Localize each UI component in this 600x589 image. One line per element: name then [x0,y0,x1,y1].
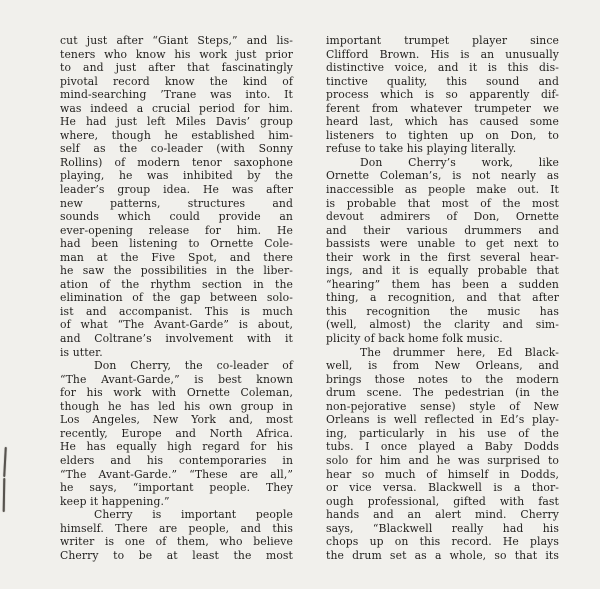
text-line: writer is one of them, who believe [60,535,293,549]
text-line: “The Avant-Garde,” is best known [60,372,293,386]
text-line: was indeed a crucial period for him. [60,101,293,115]
text-line: elimination of the gap between solo- [60,291,293,305]
text-line: inaccessible as people make out. It [326,183,559,197]
text-line: he says, “important people. They [60,481,293,495]
text-line: ing, particularly in his use of the [326,426,559,440]
text-line: hear so much of himself in Dodds, [326,467,559,481]
text-line: bassists were unable to get next to [326,237,559,251]
text-line: well, is from New Orleans, and [326,359,559,373]
text-line: cut just after “Giant Steps,” and lis- [60,34,293,47]
text-line: pivotal record know the kind of [60,74,293,88]
text-line: refuse to take his playing literally. [326,142,517,156]
text-line: sounds which could provide an [60,210,293,224]
text-line: Don Cherry, the co-leader of [94,359,293,373]
text-line: Don Cherry’s work, like [360,155,559,169]
text-line: had been listening to Ornette Cole- [60,237,293,251]
text-line: brings those notes to the modern [326,372,559,386]
text-line: to and just after that fascinatingly [60,61,293,75]
text-line: Los Angeles, New York and, most [60,413,293,427]
text-line: their work in the first several hear- [326,250,559,264]
text-line: playing, he was inhibited by the [60,169,293,183]
text-line: drum scene. The pedestrian (in the [326,386,559,400]
text-line: though he has led his own group in [60,399,293,413]
text-line: process which is so apparently dif- [326,88,559,102]
text-line: says, “Blackwell really had his [326,521,559,535]
text-line: chops up on this record. He plays [326,535,559,549]
text-line: ation of the rhythm section in the [60,277,293,291]
text-line: solo for him and he was surprised to [326,453,559,467]
text-line: Clifford Brown. His is an unusually [326,47,559,61]
text-line: teners who know his work just prior [60,47,293,61]
text-line: “The Avant-Garde.” “These are all,” [60,467,293,481]
text-line: ings, and it is equally probable that [326,264,559,278]
text-line: and their various drummers and [326,223,559,237]
spine-mark-top-segment [3,447,7,477]
text-line: leader’s group idea. He was after [60,183,293,197]
text-line: where, though he established him- [60,128,293,142]
text-line: Orleans is well reflected in Ed’s play- [326,413,559,427]
text-line: for his work with Ornette Coleman, [60,386,293,400]
text-line: (well, almost) the clarity and sim- [326,318,559,332]
text-line: recently, Europe and North Africa. [60,426,293,440]
text-line: man at the Five Spot, and there [60,250,293,264]
text-line: the drum set as a whole, so that its [326,548,559,562]
text-line: is probable that most of the most [326,196,559,210]
spine-mark-bottom-segment [3,478,6,512]
text-line: non-pejorative sense) style of New [326,399,559,413]
text-line: devout admirers of Don, Ornette [326,210,559,224]
text-column-left [60,34,293,562]
text-line: new patterns, structures and [60,196,293,210]
text-line: distinctive voice, and it is this dis- [326,61,559,75]
text-line: hands and an alert mind. Cherry [326,508,559,522]
text-line: ferent from whatever trumpeter we [326,101,559,115]
text-line: ist and accompanist. This is much [60,304,293,318]
text-line: this recognition the music has [326,304,559,318]
text-line: self as the co-leader (with Sonny [60,142,293,156]
text-line: Cherry to be at least the most [60,548,293,562]
text-line: He has equally high regard for his [60,440,293,454]
text-line: important trumpet player since [326,34,559,47]
text-line: heard last, which has caused some [326,115,559,129]
text-column-right [326,34,559,562]
text-line: ough professional, gifted with fast [326,494,559,508]
text-line: keep it happening.” [60,494,170,508]
text-line: ever-opening release for him. He [60,223,293,237]
text-line: plicity of back home folk music. [326,332,503,346]
text-line: of what “The Avant-Garde” is about, [60,318,293,332]
text-line: he saw the possibilities in the liber- [60,264,293,278]
text-line: He had just left Miles Davis’ group [60,115,293,129]
text-line: tubs. I once played a Baby Dodds [326,440,559,454]
text-line: listeners to tighten up on Don, to [326,128,559,142]
text-line: Cherry is important people [94,508,293,522]
text-line: tinctive quality, this sound and [326,74,559,88]
text-line: or vice versa. Blackwell is a thor- [326,481,559,495]
text-line: Ornette Coleman’s, is not nearly as [326,169,559,183]
text-line: is utter. [60,345,103,359]
two-column-text-block [60,34,559,562]
text-line: mind-searching ’Trane was into. It [60,88,293,102]
text-line: Rollins) of modern tenor saxophone [60,155,293,169]
text-line: “hearing” them has been a sudden [326,277,559,291]
text-line: himself. There are people, and this [60,521,293,535]
text-line: thing, a recognition, and that after [326,291,559,305]
text-line: The drummer here, Ed Black- [360,345,559,359]
text-line: and Coltrane’s involvement with it [60,332,293,346]
text-line: elders and his contemporaries in [60,453,293,467]
